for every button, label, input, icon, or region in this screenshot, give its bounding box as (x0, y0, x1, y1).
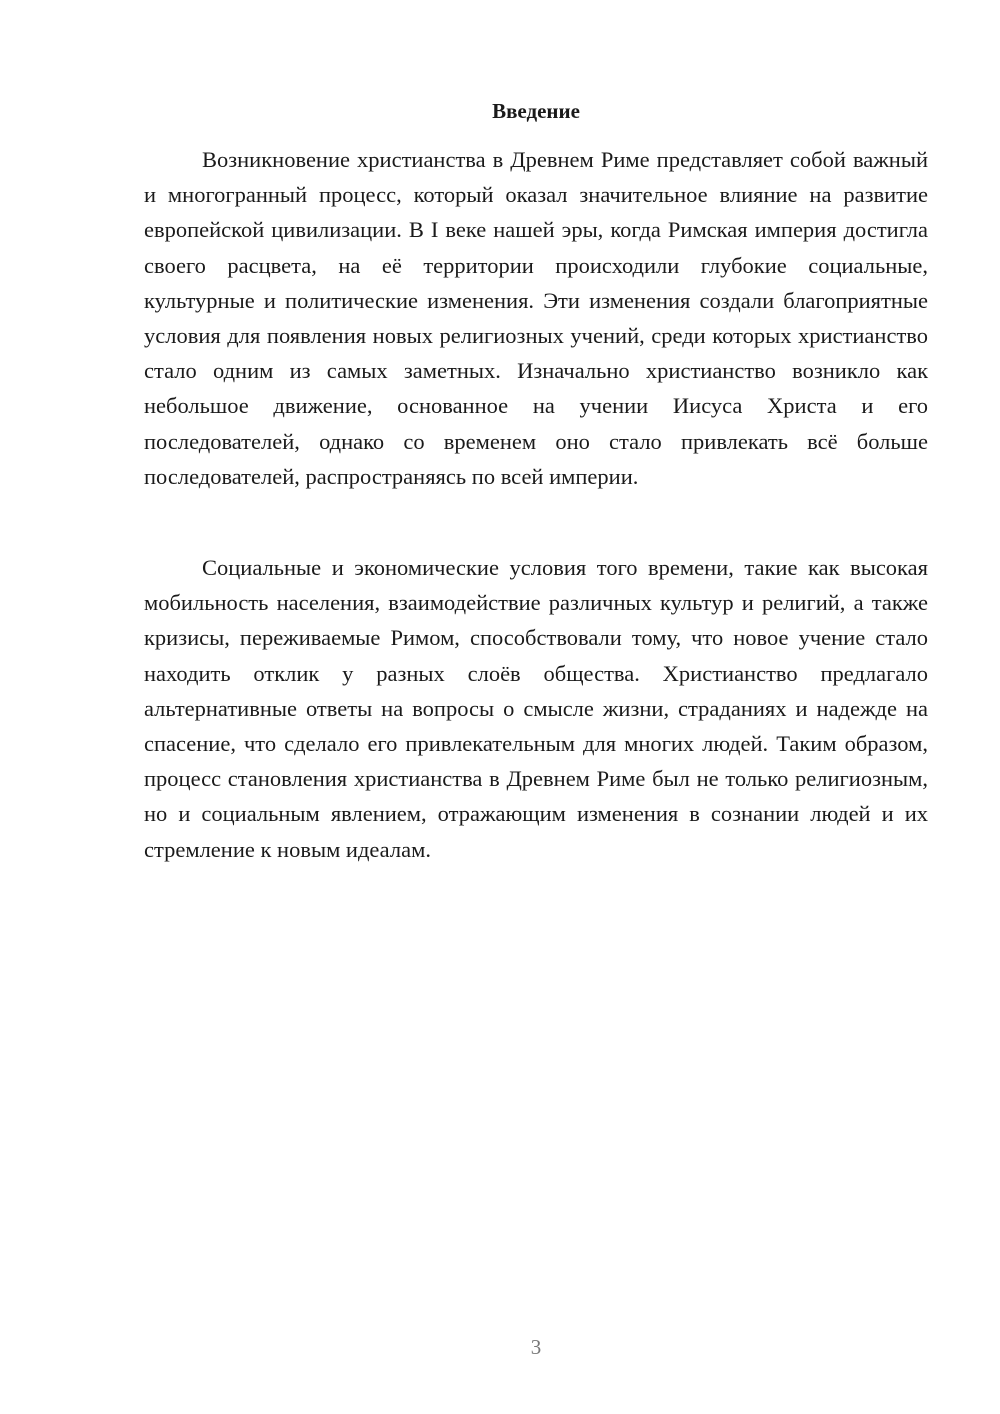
paragraph-2-text: Социальные и экономические условия того времени, такие как высокая мобильность населения, взаимодействие различных культур и религий, а также кризисы, переживаемые Римом, способствовали тому, что новое учение стало находить отклик у разных слоёв общества. Христианство предлагало альтернативные ответы на вопросы о смысле жизни, страданиях и надежде на спасение, что сделало его привлекательным для многих людей. Таким образом, процесс становления христианства в Древнем Риме был не только религиозным, но и социальным явлением, отражающим изменения в сознании людей и их стремление к новым идеалам. (144, 555, 928, 862)
section-title: Введение (492, 99, 580, 123)
paragraph-1 (144, 142, 928, 494)
paragraph-1-text: Возникновение христианства в Древнем Риме представляет собой важный и многогранный процесс, который оказал значительное влияние на развитие европейской цивилизации. В I веке нашей эры, когда Римская империя достигла своего расцвета, на её территории происходили глубокие социальные, культурные и политические изменения. Эти изменения создали благоприятные условия для появления новых религиозных учений, среди которых христианство стало одним из самых заметных. Изначально христианство возникло как небольшое движение, основанное на учении Иисуса Христа и его последователей, однако со временем оно стало привлекать всё больше последователей, распространяясь по всей империи. (144, 147, 928, 489)
page-number: 3 (530, 1335, 542, 1359)
paragraph-2 (144, 550, 928, 867)
